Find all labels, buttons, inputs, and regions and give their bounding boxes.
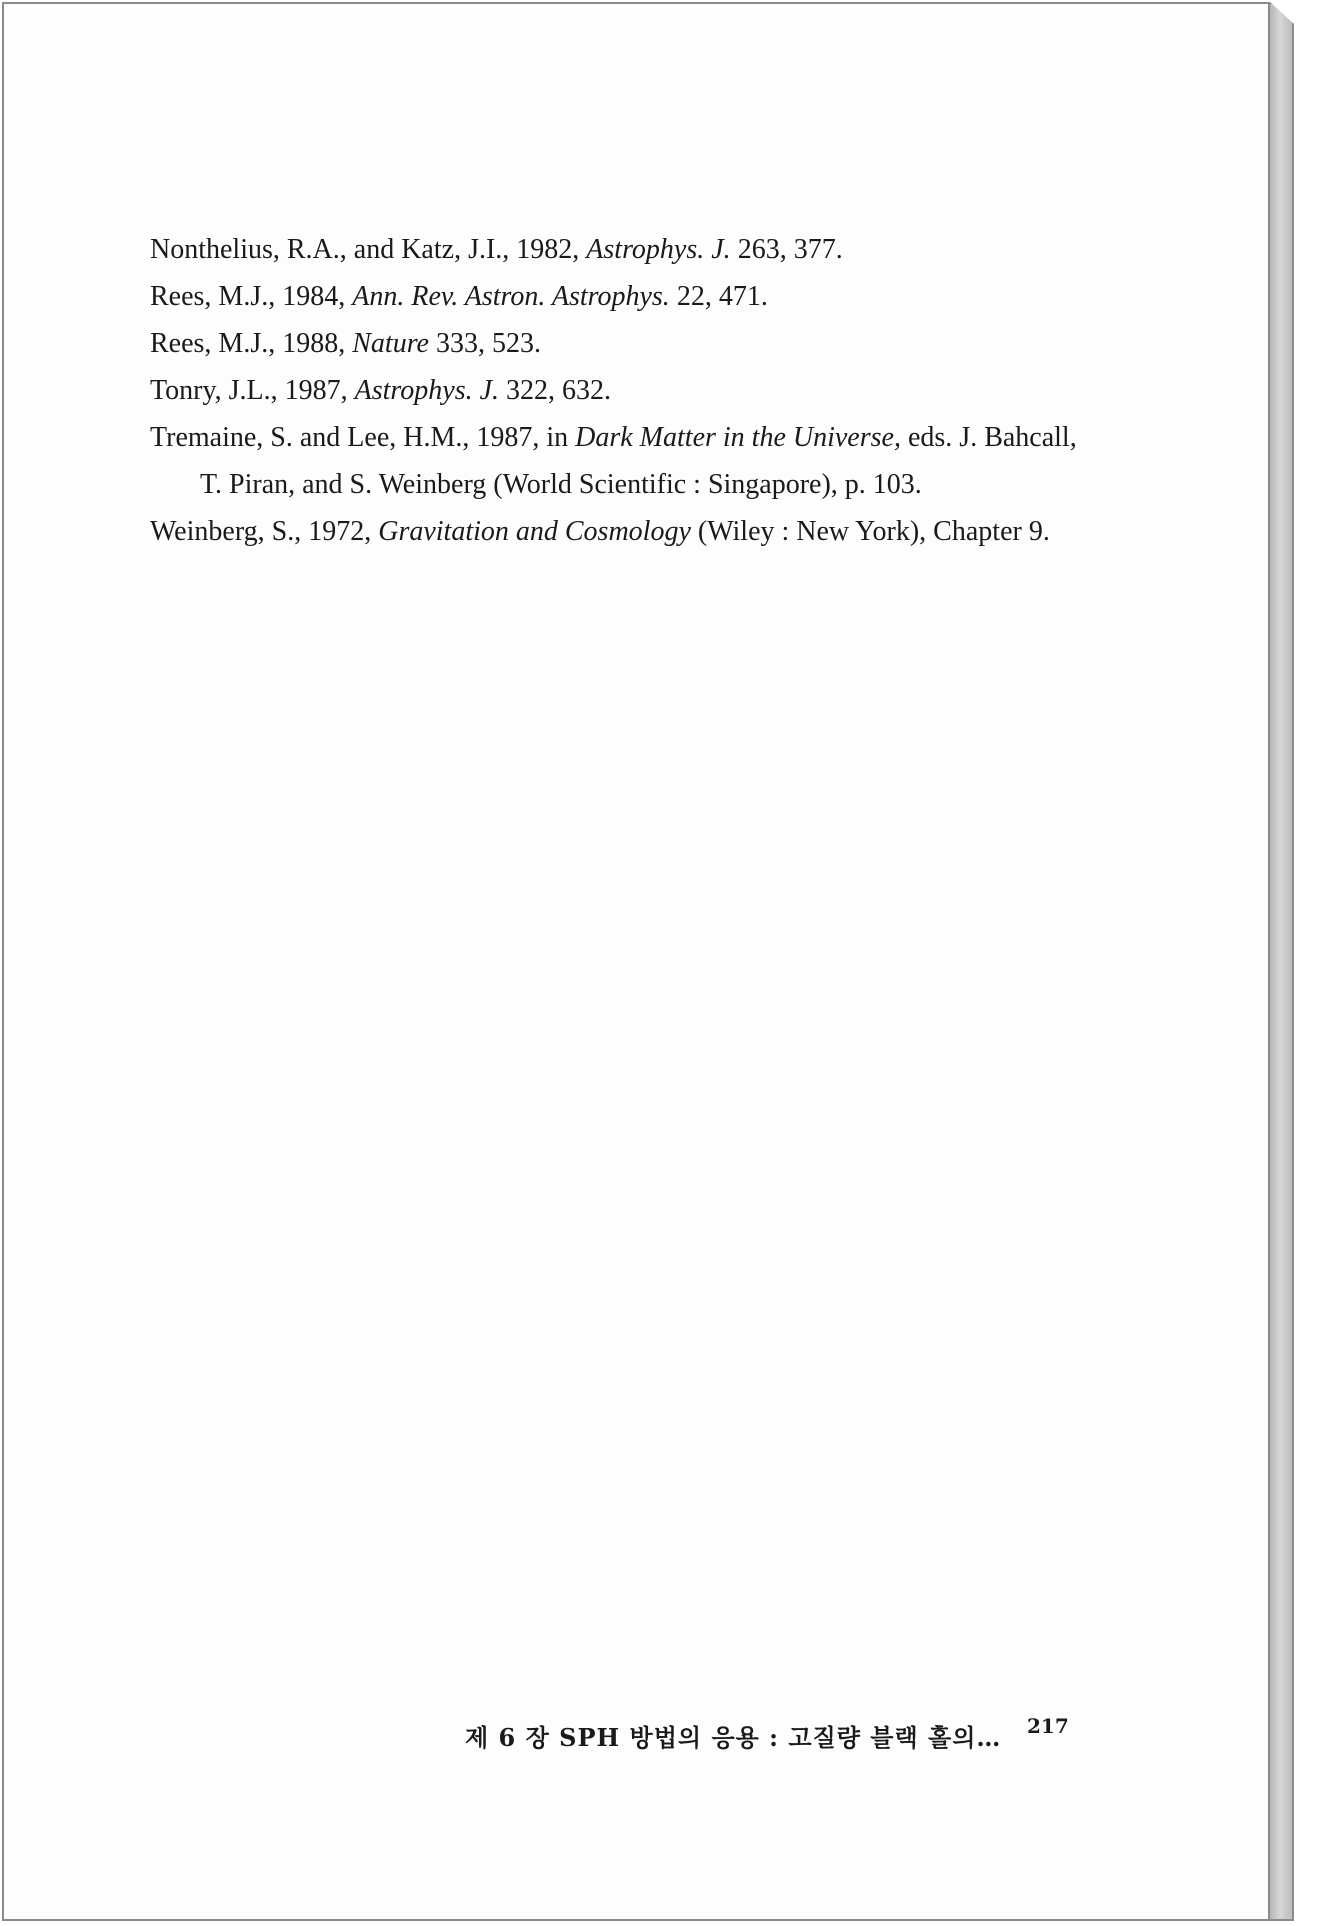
reference-details: (Wiley : New York), Chapter 9. [690,516,1050,547]
reference-details: 322, 632. [499,375,612,406]
reference-list [150,226,1085,555]
reference-authors: Rees, M.J., 1984, [150,281,353,312]
reference-book-title: Gravitation and Cosmology [378,516,691,547]
reference-item [150,320,1085,367]
reference-item [150,508,1085,555]
reference-item [150,273,1085,320]
reference-details: 22, 471. [669,281,768,312]
reference-details: 263, 377. [730,234,843,265]
reference-journal: Nature [352,328,429,359]
reference-item [150,414,1085,508]
reference-item [150,367,1085,414]
reference-authors: Tremaine, S. and Lee, H.M., 1987, in [150,422,576,453]
page-edge-shadow [1270,2,1294,1921]
reference-authors: Nonthelius, R.A., and Katz, J.I., 1982, [150,234,587,265]
reference-details: eds. J. Bahcall, T. Piran, and S. Weinberg (World Scientific : Singapore), p. 103. [200,422,1077,500]
reference-authors: Tonry, J.L., 1987, [150,375,355,406]
running-footer [465,1712,1069,1752]
chapter-title: 제 6 장 SPH 방법의 응용 : 고질량 블랙 홀의… [465,1723,1002,1752]
reference-item [150,226,1085,273]
reference-details: 333, 523. [428,328,541,359]
page-number: 217 [1027,1714,1069,1738]
reference-journal: Astrophys. J. [586,234,731,265]
reference-authors: Weinberg, S., 1972, [150,516,379,547]
reference-book-title: Dark Matter in the Universe, [575,422,901,453]
reference-journal: Astrophys. J. [354,375,500,406]
reference-journal: Ann. Rev. Astron. Astrophys. [352,281,670,312]
reference-authors: Rees, M.J., 1988, [150,328,353,359]
